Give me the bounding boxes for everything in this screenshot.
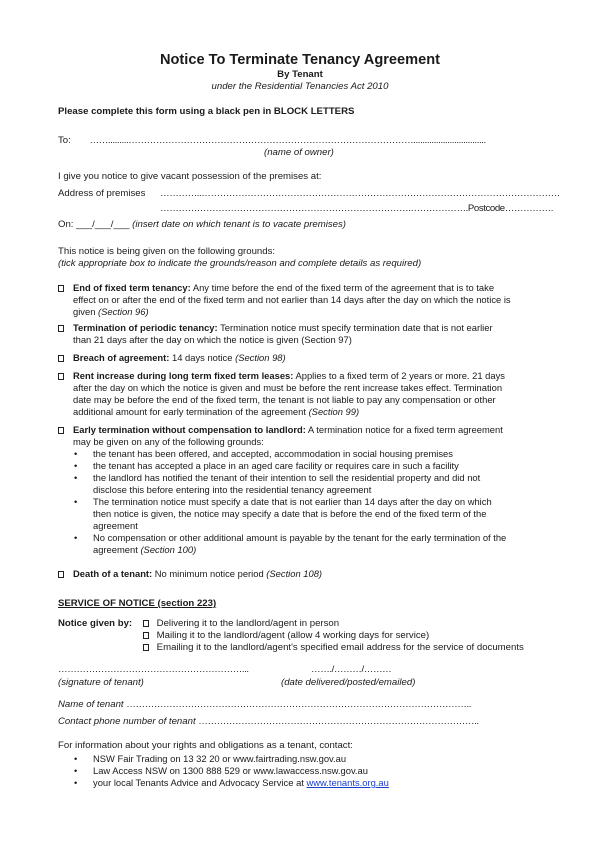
grounds-instruction: (tick appropriate box to indicate the grounds/reason and complete details as required) bbox=[58, 258, 422, 269]
service-option-emailing[interactable] bbox=[143, 642, 524, 654]
death-text: No minimum notice period bbox=[154, 568, 264, 579]
notice-given-by-label: Notice given by bbox=[58, 618, 129, 629]
early-termination-text-2: may be given on any of the following grounds: bbox=[73, 436, 264, 447]
list-item bbox=[74, 777, 544, 789]
early-termination-text-1: A termination notice for a fixed term agreement bbox=[307, 424, 503, 435]
breach-text: 14 days notice bbox=[172, 352, 233, 363]
emailing-checkbox[interactable] bbox=[143, 644, 149, 651]
rent-increase-text-3: date may be before the end of the fixed term, the tenant is not liable to pay any compensation or other bbox=[73, 394, 496, 405]
periodic-text-2: than 21 days after the day on which the notice is given (Section 97) bbox=[73, 334, 352, 345]
rent-increase-heading: Rent increase during long term fixed term leases: bbox=[73, 370, 294, 381]
fixed-term-text-1: Any time before the end of the fixed term of the agreement that is to take bbox=[192, 282, 495, 293]
bullet-icon: • bbox=[74, 532, 78, 543]
act-reference: under the Residential Tenancies Act 2010 bbox=[211, 81, 389, 92]
info-law-access: Law Access NSW on 1300 888 529 or www.lawaccess.nsw.gov.au bbox=[93, 765, 368, 776]
owner-name-field[interactable]: …….........…………………………………………………………………………………................................ bbox=[89, 135, 486, 146]
form-subtitle: By Tenant bbox=[277, 69, 323, 80]
vacate-date-hint: (insert date on which tenant is to vacate premises) bbox=[132, 219, 346, 230]
service-option-mailing[interactable] bbox=[143, 630, 429, 642]
bullet-icon: • bbox=[74, 765, 78, 776]
early-ground-social-housing: the tenant has been offered, and accepted, accommodation in social housing premises bbox=[93, 448, 453, 459]
death-checkbox[interactable] bbox=[58, 571, 64, 578]
list-item bbox=[74, 460, 544, 472]
periodic-checkbox[interactable] bbox=[58, 325, 64, 332]
breach-heading: Breach of agreement: bbox=[73, 352, 170, 363]
bullet-icon: • bbox=[74, 753, 78, 764]
bullet-icon: • bbox=[74, 496, 78, 507]
early-ground-sale-2: disclose this before entering into the residential tenancy agreement bbox=[93, 484, 372, 495]
tenant-name-label: Name of tenant bbox=[58, 699, 124, 710]
fixed-term-text-3: given bbox=[73, 306, 96, 317]
tenant-name-line bbox=[58, 699, 471, 711]
early-ground-sale-1: the landlord has notified the tenant of their intention to sell the residential property and did not bbox=[93, 472, 481, 483]
early-ground-compensation-1: No compensation or other additional amount is payable by the tenant for the early termination of the bbox=[93, 532, 507, 543]
tenant-phone-line bbox=[58, 716, 479, 728]
list-item bbox=[74, 532, 544, 556]
list-item bbox=[74, 472, 544, 496]
bullet-icon: • bbox=[74, 472, 78, 483]
bullet-icon: • bbox=[74, 460, 78, 471]
list-item bbox=[74, 765, 544, 777]
to-line bbox=[58, 135, 486, 147]
death-heading: Death of a tenant: bbox=[73, 568, 153, 579]
ground-rent-increase bbox=[58, 370, 548, 418]
early-termination-section: (Section 100) bbox=[140, 544, 197, 555]
fixed-term-heading: End of fixed term tenancy: bbox=[73, 282, 191, 293]
delivering-label: Delivering it to the landlord/agent in person bbox=[156, 618, 340, 629]
fixed-term-text-2: effect on or after the end of the fixed term and not earlier than 14 days after the day on which the notice is bbox=[73, 294, 511, 305]
date-delivered-field[interactable]: ……./………/……… bbox=[311, 664, 392, 675]
early-ground-aged-care: the tenant has accepted a place in an aged care facility or requires care in such a facility bbox=[93, 460, 459, 471]
info-tenants-advice: your local Tenants Advice and Advocacy Service at bbox=[93, 777, 304, 788]
ground-fixed-term bbox=[58, 282, 548, 318]
fixed-term-checkbox[interactable] bbox=[58, 285, 64, 292]
rent-increase-checkbox[interactable] bbox=[58, 373, 64, 380]
bullet-icon: • bbox=[74, 777, 78, 788]
periodic-text-1: Termination notice must specify termination date that is not earlier bbox=[220, 322, 493, 333]
to-label: To: bbox=[58, 135, 71, 146]
early-ground-date-3: agreement bbox=[93, 520, 138, 531]
tenant-name-field[interactable]: ………………………………………………………………………………………………….. bbox=[126, 699, 471, 710]
early-termination-checkbox[interactable] bbox=[58, 427, 64, 434]
service-heading: SERVICE OF NOTICE (section 223) bbox=[58, 598, 217, 609]
address-label: Address of premises bbox=[58, 188, 146, 199]
service-label-line: Notice given by: bbox=[58, 618, 133, 629]
instruction: Please complete this form using a black pen in BLOCK LETTERS bbox=[58, 106, 355, 117]
early-ground-date-2: then notice is given, the notice may specify a date that is before the end of the fixed term of the bbox=[93, 508, 487, 519]
rent-increase-text-2: after the day on which the notice is given and must be before the rent increase takes effect. Termination bbox=[73, 382, 503, 393]
breach-checkbox[interactable] bbox=[58, 355, 64, 362]
address-field-2[interactable]: ……………………………………………………………………….……………….Postcode……………. bbox=[160, 203, 553, 214]
tenant-phone-field[interactable]: ……………………………………………………………………………….. bbox=[198, 716, 479, 727]
rent-increase-text-4: additional amount for early termination of the agreement bbox=[73, 406, 306, 417]
notice-intro: I give you notice to give vacant possession of the premises at: bbox=[58, 171, 322, 182]
tenant-phone-label: Contact phone number of tenant bbox=[58, 716, 196, 727]
list-item bbox=[74, 448, 544, 460]
vacate-date-line bbox=[58, 219, 346, 231]
service-option-delivering[interactable] bbox=[143, 618, 339, 630]
signature-caption: (signature of tenant) bbox=[58, 677, 144, 688]
fixed-term-section: (Section 96) bbox=[98, 306, 149, 317]
address-field-1[interactable]: …………..……………………………………………………………………………………………………… bbox=[160, 188, 560, 199]
info-intro: For information about your rights and obligations as a tenant, contact: bbox=[58, 740, 353, 751]
ground-breach bbox=[58, 352, 548, 364]
emailing-label: Emailing it to the landlord/agent's specified email address for the service of documents bbox=[156, 642, 524, 653]
breach-section: (Section 98) bbox=[235, 352, 286, 363]
date-delivered-caption: (date delivered/posted/emailed) bbox=[281, 677, 416, 688]
rent-increase-text-1: Applies to a fixed term of 2 years or more. 21 days bbox=[295, 370, 505, 381]
signature-field[interactable]: ……………………………………………………... bbox=[58, 664, 249, 675]
list-item bbox=[74, 753, 544, 765]
form-title: Notice To Terminate Tenancy Agreement bbox=[159, 52, 441, 68]
ground-early-termination bbox=[58, 424, 548, 448]
mailing-checkbox[interactable] bbox=[143, 632, 149, 639]
bullet-icon: • bbox=[74, 448, 78, 459]
early-ground-compensation-2: agreement bbox=[93, 544, 138, 555]
list-item bbox=[74, 496, 544, 532]
tenants-org-link[interactable]: www.tenants.org.au bbox=[306, 777, 389, 788]
vacate-date-field[interactable]: On: ___/___/___ bbox=[58, 219, 130, 230]
grounds-intro: This notice is being given on the following grounds: bbox=[58, 246, 276, 257]
early-ground-date-1: The termination notice must specify a date that is not earlier than 14 days after the day on which bbox=[93, 496, 492, 507]
ground-periodic bbox=[58, 322, 548, 346]
owner-caption: (name of owner) bbox=[264, 147, 334, 158]
periodic-heading: Termination of periodic tenancy: bbox=[73, 322, 218, 333]
delivering-checkbox[interactable] bbox=[143, 620, 149, 627]
mailing-label: Mailing it to the landlord/agent (allow 4 working days for service) bbox=[156, 630, 430, 641]
info-fair-trading: NSW Fair Trading on 13 32 20 or www.fairtrading.nsw.gov.au bbox=[93, 753, 347, 764]
early-termination-heading: Early termination without compensation to landlord: bbox=[73, 424, 306, 435]
death-section: (Section 108) bbox=[266, 568, 323, 579]
rent-increase-section: (Section 99) bbox=[308, 406, 360, 417]
ground-death bbox=[58, 568, 548, 580]
